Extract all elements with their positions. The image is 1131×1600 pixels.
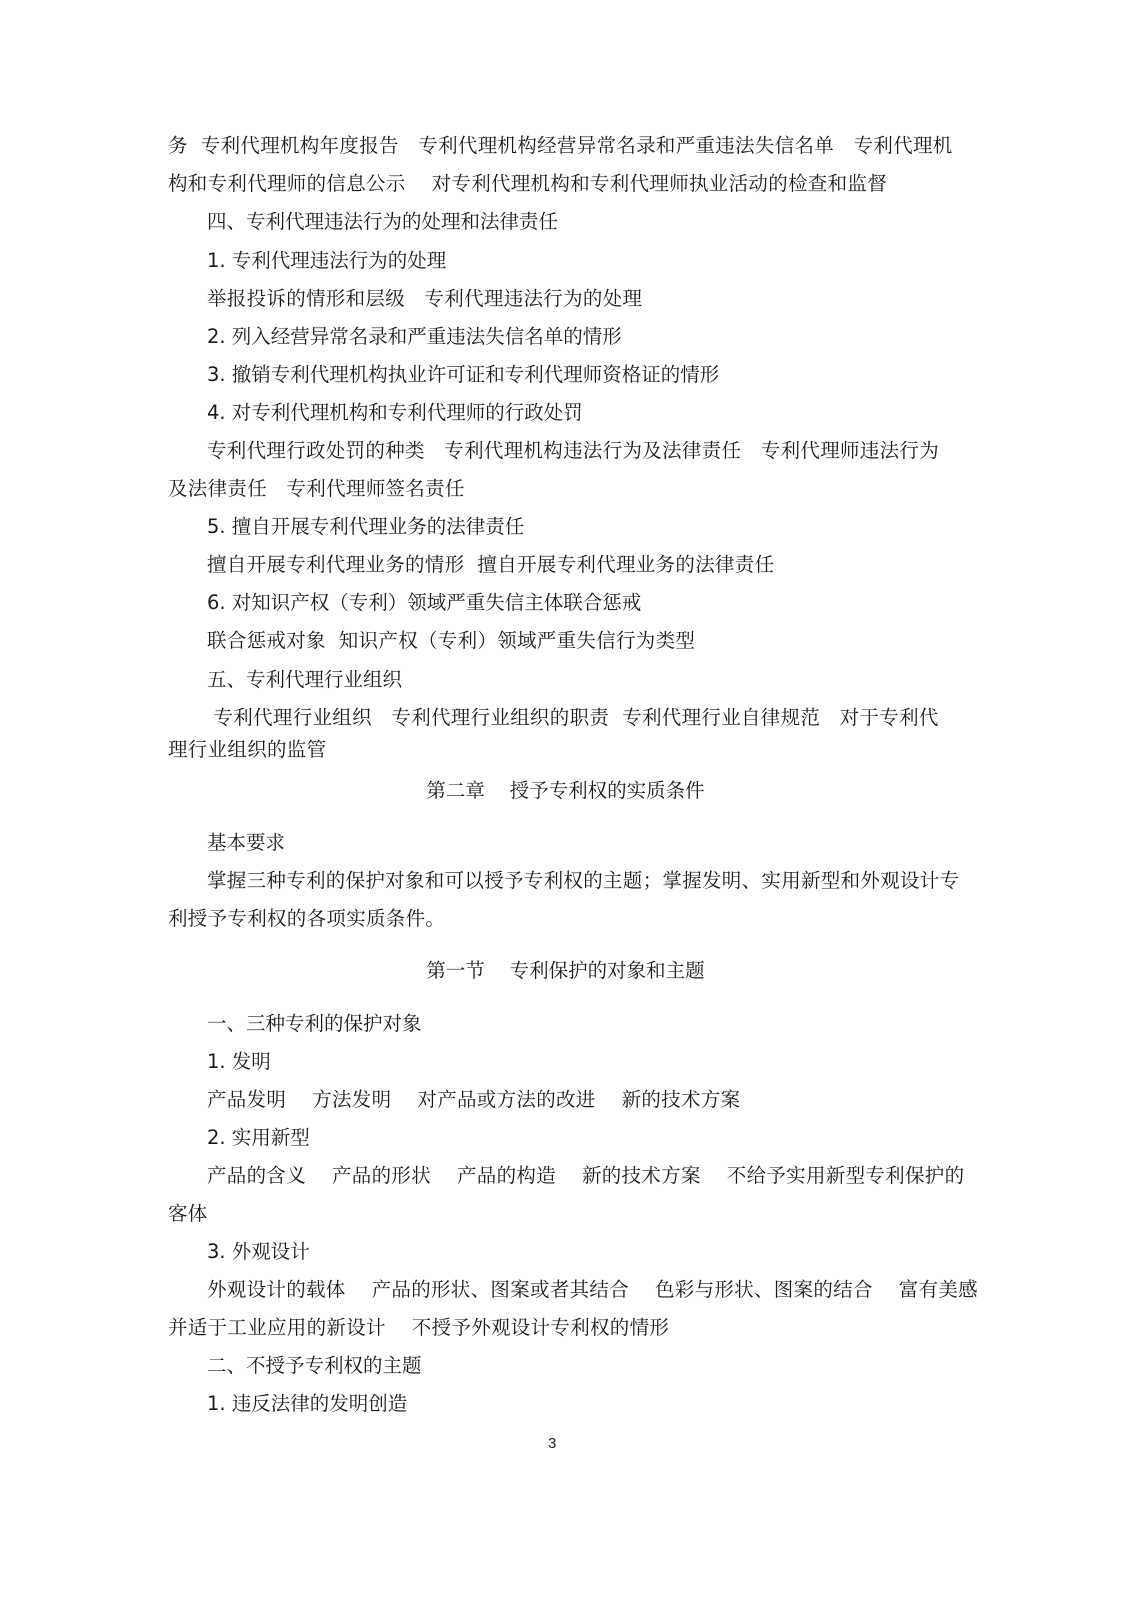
text-line: 擅自开展专利代理业务的情形 擅自开展专利代理业务的法律责任 bbox=[207, 553, 775, 576]
subsection-heading: 1. 违反法律的发明创造 bbox=[207, 1392, 408, 1415]
page-number: 3 bbox=[548, 1435, 557, 1452]
text-line: 理行业组织的监管 bbox=[168, 738, 327, 761]
section-heading: 四、专利代理违法行为的处理和法律责任 bbox=[207, 210, 559, 233]
text-line: 掌握三种专利的保护对象和可以授予专利权的主题；掌握发明、实用新型和外观设计专 bbox=[207, 869, 960, 892]
subsection-heading: 3. 撤销专利代理机构执业许可证和专利代理师资格证的情形 bbox=[207, 363, 720, 386]
section-heading: 五、专利代理行业组织 bbox=[207, 668, 403, 691]
text-line: 构和专利代理师的信息公示 对专利代理机构和专利代理师执业活动的检查和监督 bbox=[168, 172, 887, 195]
section-title: 第一节 专利保护的对象和主题 bbox=[426, 959, 705, 982]
text-line: 产品发明 方法发明 对产品或方法的改进 新的技术方案 bbox=[207, 1088, 741, 1111]
section-heading: 基本要求 bbox=[207, 831, 286, 854]
subsection-heading: 2. 列入经营异常名录和严重违法失信名单的情形 bbox=[207, 325, 622, 348]
subsection-heading: 2. 实用新型 bbox=[207, 1126, 310, 1149]
text-line: 举报投诉的情形和层级 专利代理违法行为的处理 bbox=[207, 287, 643, 310]
text-line: 专利代理行业组织 专利代理行业组织的职责 专利代理行业自律规范 对于专利代 bbox=[207, 706, 939, 729]
text-line: 及法律责任 专利代理师签名责任 bbox=[168, 477, 465, 500]
text-line: 利授予专利权的各项实质条件。 bbox=[168, 907, 446, 930]
subsection-heading: 1. 专利代理违法行为的处理 bbox=[207, 249, 447, 272]
text-line: 客体 bbox=[168, 1202, 208, 1225]
section-heading: 一、三种专利的保护对象 bbox=[207, 1012, 422, 1035]
subsection-heading: 3. 外观设计 bbox=[207, 1240, 310, 1263]
text-line: 产品的含义 产品的形状 产品的构造 新的技术方案 不给予实用新型专利保护的 bbox=[207, 1164, 965, 1187]
subsection-heading: 5. 擅自开展专利代理业务的法律责任 bbox=[207, 515, 525, 538]
subsection-heading: 1. 发明 bbox=[207, 1050, 271, 1073]
text-line: 务 专利代理机构年度报告 专利代理机构经营异常名录和严重违法失信名单 专利代理机 bbox=[168, 134, 953, 157]
subsection-heading: 6. 对知识产权（专利）领域严重失信主体联合惩戒 bbox=[207, 591, 642, 614]
text-line: 联合惩戒对象 知识产权（专利）领域严重失信行为类型 bbox=[207, 629, 696, 652]
text-line: 外观设计的载体 产品的形状、图案或者其结合 色彩与形状、图案的结合 富有美感 bbox=[207, 1278, 978, 1301]
text-line: 专利代理行政处罚的种类 专利代理机构违法行为及法律责任 专利代理师违法行为 bbox=[207, 439, 939, 462]
subsection-heading: 4. 对专利代理机构和专利代理师的行政处罚 bbox=[207, 401, 583, 424]
section-heading: 二、不授予专利权的主题 bbox=[207, 1354, 422, 1377]
chapter-title: 第二章 授予专利权的实质条件 bbox=[426, 779, 705, 802]
text-line: 并适于工业应用的新设计 不授予外观设计专利权的情形 bbox=[168, 1316, 670, 1339]
